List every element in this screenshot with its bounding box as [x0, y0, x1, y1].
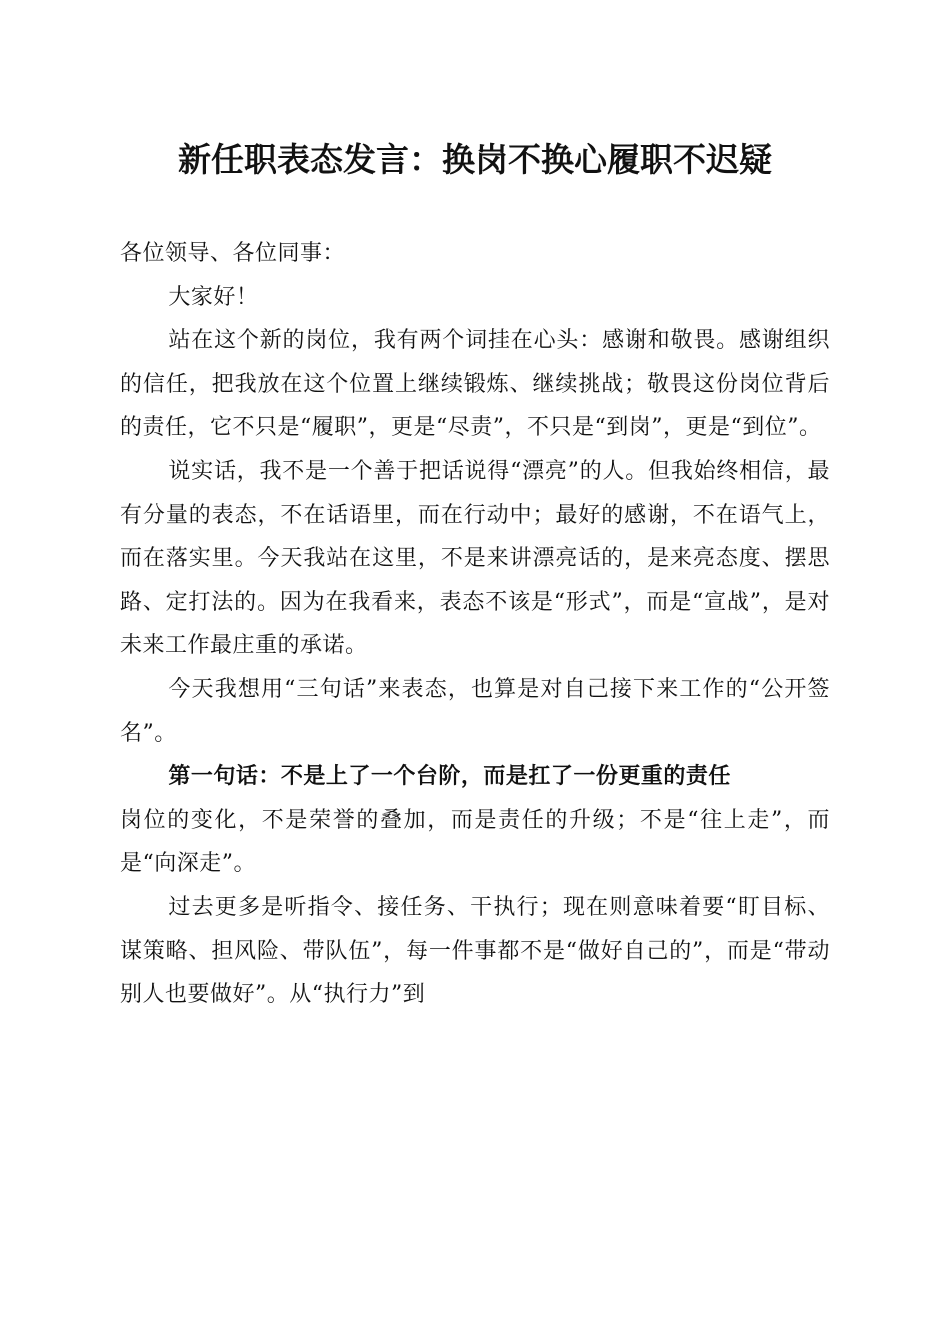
- paragraph-2: 说实话，我不是一个善于把话说得“漂亮”的人。但我始终相信，最有分量的表态，不在话语里，而在行动中；最好的感谢，不在语气上，而在落实里。今天我站在这里，不是来讲漂亮话的，是来亮态度、摆思路、定打法的。因为在我看来，表态不该是“形式”，而是“宣战”，是对未来工作最庄重的承诺。: [120, 458, 830, 659]
- paragraph-1: 站在这个新的岗位，我有两个词挂在心头：感谢和敬畏。感谢组织的信任，把我放在这个位置上继续锻炼、继续挑战；敬畏这份岗位背后的责任，它不只是“履职”，更是“尽责”，不只是“到岗”，更是“到位”。: [120, 328, 830, 441]
- paragraph-5: 过去更多是听指令、接任务、干执行；现在则意味着要“盯目标、谋策略、担风险、带队伍”，每一件事都不是“做好自己的”，而是“带动别人也要做好”。从“执行力”到: [120, 894, 830, 1008]
- greeting: 大家好！: [168, 284, 259, 310]
- section-heading-1: 第一句话：不是上了一个台阶，而是扛了一份更重的责任: [168, 763, 731, 790]
- document-title: 新任职表态发言：换岗不换心履职不迟疑: [178, 140, 772, 179]
- paragraph-4: 岗位的变化，不是荣誉的叠加，而是责任的升级；不是“往上走”，而是“向深走”。: [120, 807, 830, 877]
- document-body: [120, 232, 830, 1017]
- paragraph-3: 今天我想用“三句话”来表态，也算是对自己接下来工作的“公开签名”。: [120, 676, 830, 746]
- salutation: 各位领导、各位同事：: [120, 241, 346, 266]
